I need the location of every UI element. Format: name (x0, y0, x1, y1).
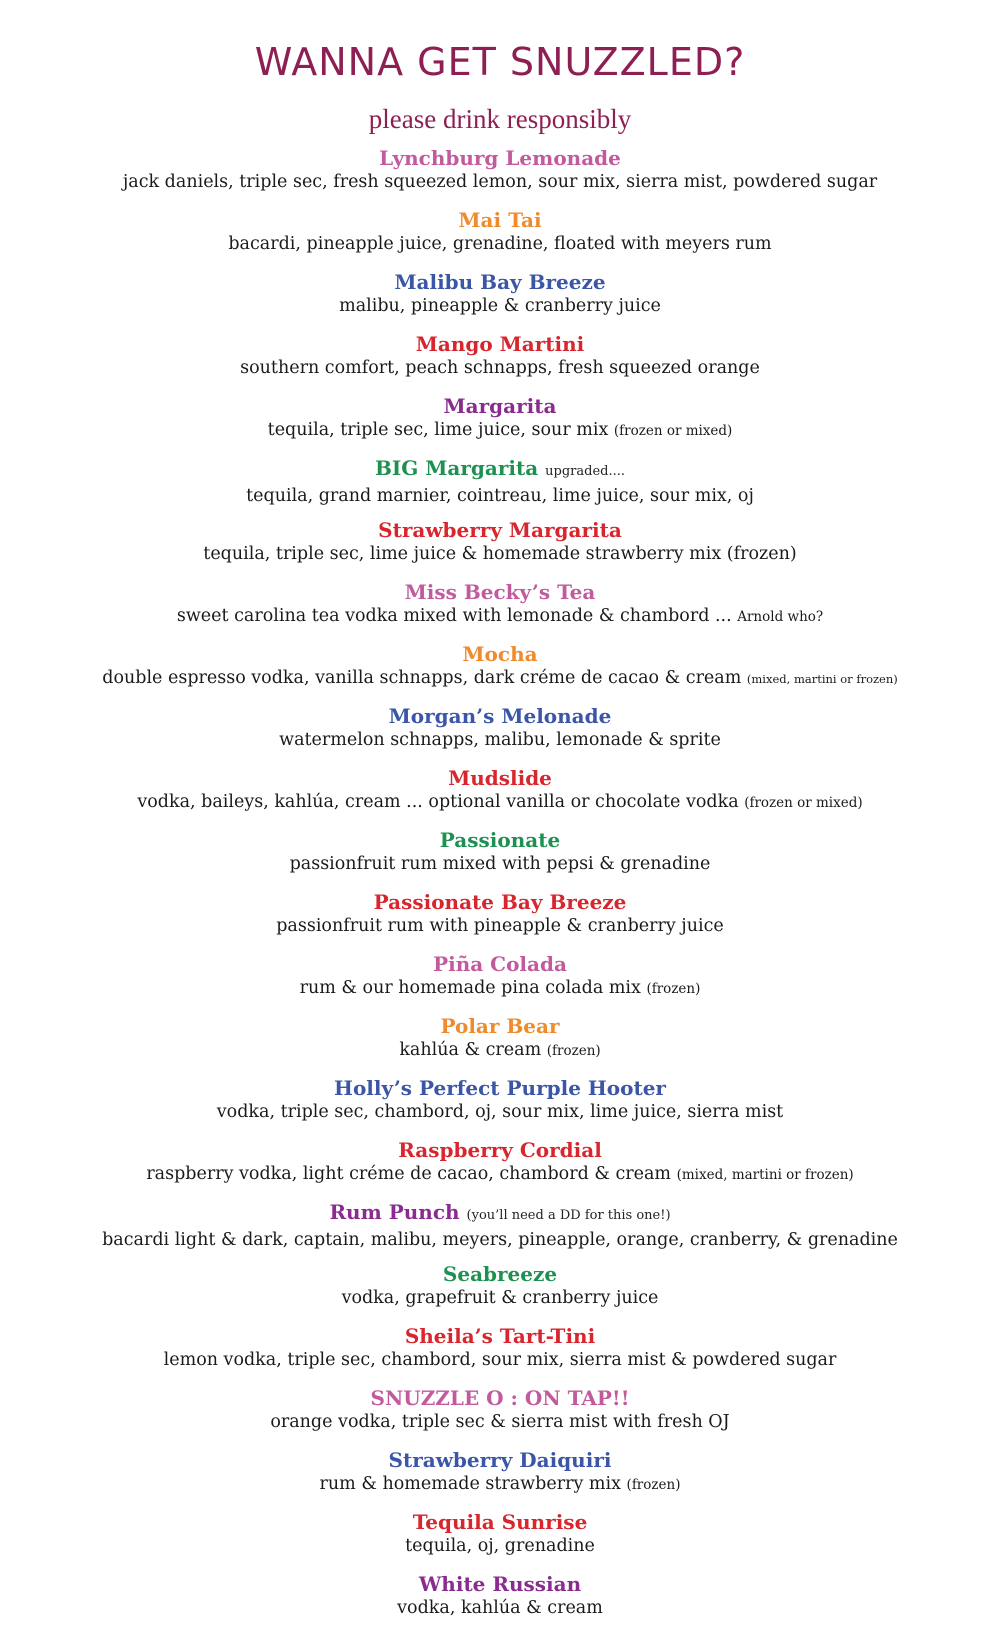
drink-name-text: Mai Tai (458, 208, 542, 232)
drink-name (0, 208, 1000, 232)
drink-ingredients-text: jack daniels, triple sec, fresh squeezed lemon, sour mix, sierra mist, powdered sugar (122, 172, 878, 192)
drink-name (0, 642, 1000, 666)
drink-ingredients-text: malibu, pineapple & cranberry juice (339, 296, 661, 316)
drink-note: (frozen or mixed) (744, 795, 863, 811)
drink-item (0, 146, 1000, 208)
drink-name (0, 1324, 1000, 1348)
drink-item (0, 1262, 1000, 1324)
drink-ingredients (0, 232, 1000, 256)
drink-ingredients (0, 1228, 1000, 1252)
drink-ingredients-text: vodka, kahlúa & cream (397, 1598, 603, 1618)
drink-name (0, 518, 1000, 542)
drink-ingredients (0, 1410, 1000, 1434)
drink-ingredients-text: passionfruit rum mixed with pepsi & grenadine (289, 854, 711, 874)
drink-name-text: Mudslide (448, 766, 552, 790)
drink-name-text: Passionate (439, 828, 561, 852)
drink-item (0, 394, 1000, 456)
drink-note: (frozen or mixed) (613, 423, 733, 439)
drink-item (0, 1510, 1000, 1572)
drink-list (0, 146, 1000, 1634)
drink-item (0, 332, 1000, 394)
drink-name-text: Tequila Sunrise (412, 1510, 588, 1534)
drink-name (0, 1262, 1000, 1286)
drink-name-text: Rum Punch (329, 1200, 460, 1224)
drink-name (0, 1014, 1000, 1038)
drink-name-text: Polar Bear (440, 1014, 560, 1038)
drink-item (0, 518, 1000, 580)
drink-ingredients-text: rum & homemade strawberry mix (319, 1474, 621, 1494)
drink-ingredients (0, 852, 1000, 876)
drink-ingredients-text: bacardi light & dark, captain, malibu, meyers, pineapple, orange, cranberry, & grenadine (102, 1230, 898, 1250)
drink-note: (mixed, martini or frozen) (676, 1167, 854, 1183)
drink-name (0, 1386, 1000, 1410)
drink-name-text: BIG Margarita (374, 456, 539, 480)
drink-ingredients (0, 1472, 1000, 1497)
drink-ingredients-text: vodka, triple sec, chambord, oj, sour mix, lime juice, sierra mist (216, 1102, 784, 1122)
drink-ingredients (0, 728, 1000, 752)
drink-item (0, 208, 1000, 270)
drink-ingredients-text: lemon vodka, triple sec, chambord, sour mix, sierra mist & powdered sugar (163, 1350, 837, 1370)
drink-name-text: Morgan’s Melonade (388, 704, 612, 728)
drink-ingredients-text: passionfruit rum with pineapple & cranberry juice (276, 916, 724, 936)
drink-name (0, 1138, 1000, 1162)
drink-ingredients (0, 1100, 1000, 1124)
drink-item (0, 1200, 1000, 1262)
drink-name (0, 270, 1000, 294)
drink-ingredients-text: southern comfort, peach schnapps, fresh squeezed orange (240, 358, 760, 378)
drink-ingredients-text: tequila, grand marnier, cointreau, lime juice, sour mix, oj (246, 486, 754, 506)
drink-name-text: Sheila’s Tart-Tini (404, 1324, 596, 1348)
drink-name-text: Mocha (462, 642, 538, 666)
drink-name-note: (you’ll need a DD for this one!) (466, 1208, 671, 1223)
drink-name (0, 394, 1000, 418)
drink-name-note: upgraded.... (545, 464, 626, 479)
drink-ingredients (0, 1286, 1000, 1310)
drink-item (0, 1324, 1000, 1386)
drink-ingredients-text: tequila, triple sec, lime juice & homemade strawberry mix (frozen) (203, 544, 797, 564)
drink-item (0, 1138, 1000, 1200)
drink-ingredients (0, 418, 1000, 443)
drink-note: (mixed, martini or frozen) (746, 672, 898, 686)
drink-ingredients-text: double espresso vodka, vanilla schnapps, dark créme de cacao & cream (102, 668, 742, 688)
drink-name-text: Malibu Bay Breeze (394, 270, 606, 294)
drink-item (0, 580, 1000, 642)
drink-item (0, 828, 1000, 890)
drink-ingredients (0, 976, 1000, 1001)
drink-ingredients-text: rum & our homemade pina colada mix (299, 978, 641, 998)
drink-name-text: White Russian (418, 1572, 582, 1596)
drink-item (0, 1014, 1000, 1076)
drink-note: (frozen) (546, 1043, 601, 1059)
drink-ingredients (0, 170, 1000, 194)
drink-ingredients (0, 1596, 1000, 1620)
drink-ingredients-text: vodka, grapefruit & cranberry juice (341, 1288, 659, 1308)
drink-name (0, 704, 1000, 728)
drink-name (0, 952, 1000, 976)
drink-item (0, 766, 1000, 828)
drink-ingredients (0, 542, 1000, 566)
drink-name-text: Raspberry Cordial (398, 1138, 602, 1162)
drink-name-text: Holly’s Perfect Purple Hooter (334, 1076, 666, 1100)
drink-item (0, 1386, 1000, 1448)
drink-ingredients (0, 484, 1000, 508)
drink-item (0, 270, 1000, 332)
drink-name-text: Margarita (443, 394, 557, 418)
drink-ingredients (0, 666, 1000, 691)
drink-name-text: Strawberry Daiquiri (388, 1448, 612, 1472)
drink-name (0, 1510, 1000, 1534)
drink-ingredients (0, 356, 1000, 380)
drink-ingredients (0, 604, 1000, 629)
drink-ingredients-text: tequila, oj, grenadine (405, 1536, 595, 1556)
drink-ingredients (0, 1534, 1000, 1558)
drink-ingredients-text: sweet carolina tea vodka mixed with lemonade & chambord ... (176, 606, 732, 626)
menu-title: WANNA GET SNUZZLED? (254, 40, 746, 84)
drink-ingredients (0, 914, 1000, 938)
drink-item (0, 952, 1000, 1014)
drink-name (0, 1076, 1000, 1100)
drink-name (0, 580, 1000, 604)
drink-name (0, 828, 1000, 852)
drink-ingredients (0, 1038, 1000, 1063)
drink-item (0, 642, 1000, 704)
menu-subtitle: please drink responsibly (368, 104, 632, 134)
drink-ingredients (0, 1348, 1000, 1372)
drink-name-text: SNUZZLE O : ON TAP!! (370, 1386, 630, 1410)
drink-item (0, 1448, 1000, 1510)
drink-ingredients (0, 790, 1000, 815)
drink-name (0, 1448, 1000, 1472)
drink-name (0, 332, 1000, 356)
drink-item (0, 704, 1000, 766)
drink-ingredients-text: tequila, triple sec, lime juice, sour mix (267, 420, 609, 440)
drink-name (0, 456, 1000, 484)
drink-name-text: Seabreeze (442, 1262, 558, 1286)
drink-ingredients-text: raspberry vodka, light créme de cacao, chambord & cream (146, 1164, 672, 1184)
drink-note: (frozen) (646, 981, 701, 997)
drink-item (0, 890, 1000, 952)
drink-name (0, 890, 1000, 914)
drink-ingredients (0, 294, 1000, 318)
drink-ingredients (0, 1162, 1000, 1187)
drink-name (0, 1572, 1000, 1596)
drink-item (0, 1076, 1000, 1138)
drink-note: (frozen) (626, 1477, 681, 1493)
drink-ingredients-text: orange vodka, triple sec & sierra mist with fresh OJ (270, 1412, 730, 1432)
drink-ingredients-text: bacardi, pineapple juice, grenadine, floated with meyers rum (228, 234, 772, 254)
drink-ingredients-text: vodka, baileys, kahlúa, cream ... optional vanilla or chocolate vodka (137, 792, 739, 812)
drink-item (0, 456, 1000, 518)
drink-item (0, 1572, 1000, 1634)
drink-ingredients-text: watermelon schnapps, malibu, lemonade & sprite (279, 730, 721, 750)
drink-name (0, 146, 1000, 170)
drink-note: Arnold who? (737, 609, 824, 625)
drink-name-text: Miss Becky’s Tea (404, 580, 596, 604)
drink-name (0, 1200, 1000, 1228)
drink-name-text: Strawberry Margarita (378, 518, 622, 542)
drink-name (0, 766, 1000, 790)
drink-ingredients-text: kahlúa & cream (399, 1040, 542, 1060)
drink-name-text: Mango Martini (415, 332, 585, 356)
drink-name-text: Lynchburg Lemonade (379, 146, 621, 170)
drink-name-text: Piña Colada (433, 952, 567, 976)
drink-name-text: Passionate Bay Breeze (373, 890, 627, 914)
